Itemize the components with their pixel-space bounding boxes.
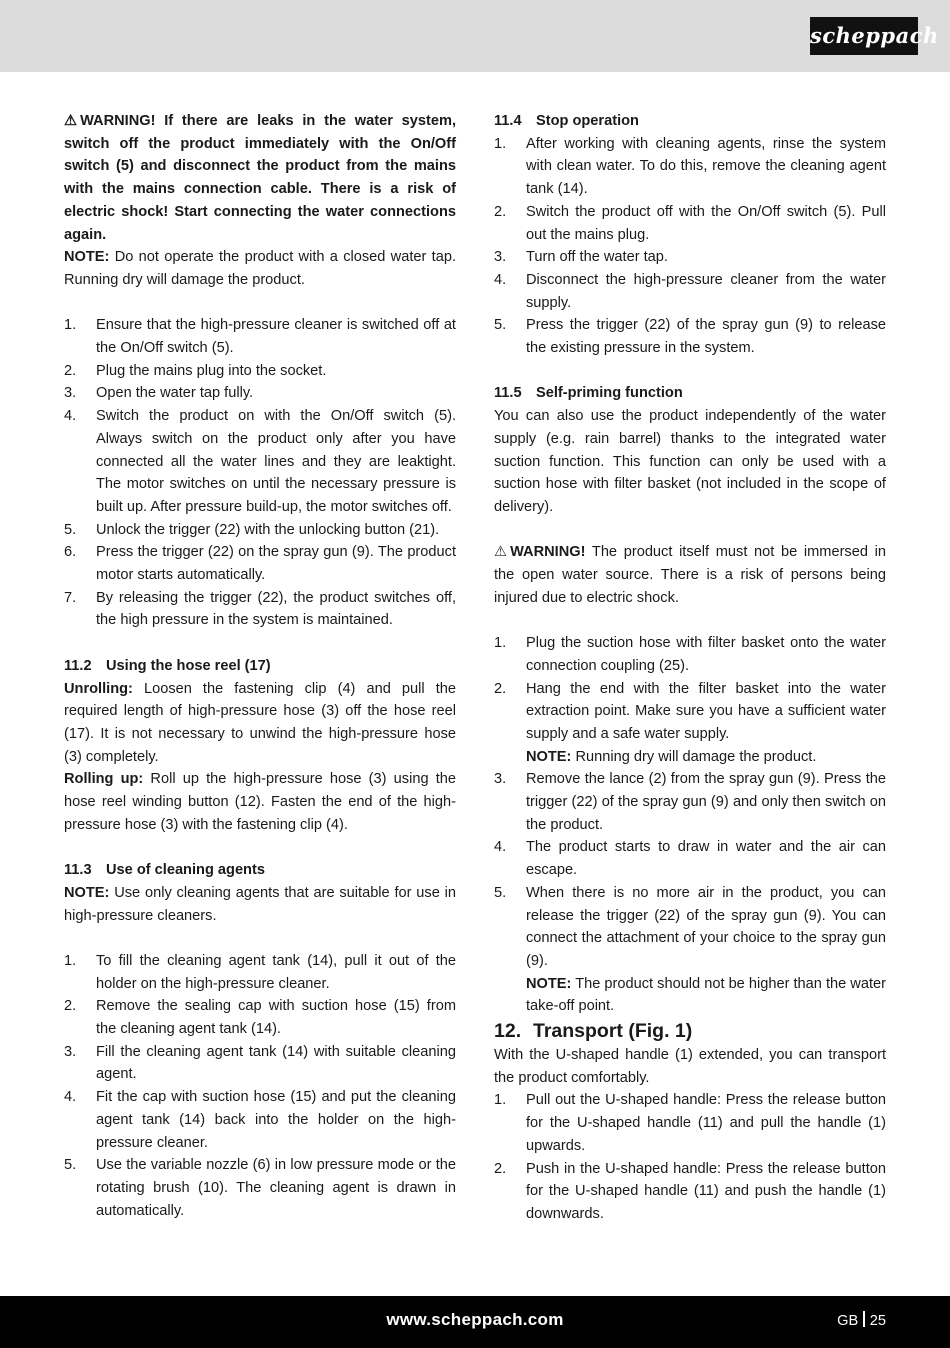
section-heading-11-4: 11.4 Stop operation: [494, 113, 639, 129]
section-heading-12: 12. Transport (Fig. 1): [494, 1020, 693, 1043]
list-item: 1. Ensure that the high-pressure cleaner is switched off at the On/Off switch (5).: [64, 317, 456, 357]
list-item: 5. When there is no more air in the product, you can release the trigger (22) of the spray gun (9). You can connect the attachment of your choice to the spray gun (9). NOTE: The product should not be higher than the water take-off point.: [494, 884, 886, 1015]
list-item: 5. Use the variable nozzle (6) in low pressure mode or the rotating brush (10). The cleaning agent is drawn in automatically.: [64, 1157, 456, 1219]
list-item: 5. Unlock the trigger (22) with the unlocking button (21).: [64, 521, 440, 538]
rolling-up-paragraph: Rolling up: Roll up the high-pressure hose (3) using the hose reel winding button (12). Fasten the end of the high-pressure hose (3) with the fastening clip (4).: [64, 771, 456, 833]
warning-triangle-icon: ⚠: [64, 113, 78, 129]
list-item: 4. Disconnect the high-pressure cleaner from the water supply.: [494, 271, 886, 311]
unrolling-paragraph: Unrolling: Loosen the fastening clip (4) and pull the required length of high-pressure hose (3) off the hose reel (17). It is not necessary to unwind the high-pressure hose (3) completely.: [64, 680, 456, 765]
transport-steps: [494, 1089, 886, 1225]
list-item: 2. Plug the mains plug into the socket.: [64, 362, 327, 379]
list-item: 4. Switch the product on with the On/Off switch (5). Always switch on the product only after you have connected all the water lines and they are leaktight. The motor switches on until the necessary pressure is built up. After pressure build-up, the motor switches off.: [64, 408, 456, 515]
cleaning-note-paragraph: NOTE: Use only cleaning agents that are suitable for use in high-pressure cleaners.: [64, 884, 456, 924]
left-column: [64, 110, 456, 1222]
footer-bar: [0, 1296, 950, 1348]
list-item: 2. Remove the sealing cap with suction hose (15) from the cleaning agent tank (14).: [64, 998, 456, 1038]
section-heading-11-2: 11.2 Using the hose reel (17): [64, 657, 271, 674]
list-item: 1. To fill the cleaning agent tank (14), pull it out of the holder on the high-pressure cleaner.: [64, 952, 456, 992]
stop-operation-steps: [494, 133, 886, 360]
brand-logo: scheppach: [810, 17, 918, 55]
self-priming-steps: [494, 632, 886, 1018]
self-priming-paragraph: You can also use the product independently of the water supply (e.g. rain barrel) thanks to the integrated water suction function. This function can only be used with a suction hose with filter basket (not included in the scope of delivery).: [494, 408, 886, 515]
cleaning-agent-steps: [64, 950, 456, 1222]
list-item: 2. Push in the U-shaped handle: Press the release button for the U-shaped handle (11) and push the handle (1) downwards.: [494, 1160, 886, 1222]
list-item: 7. By releasing the trigger (22), the product switches off, the high pressure in the system is maintained.: [64, 589, 456, 629]
section-heading-11-3: 11.3 Use of cleaning agents: [64, 862, 265, 879]
list-item: 3. Fill the cleaning agent tank (14) with suitable cleaning agent.: [64, 1043, 456, 1083]
website-url: www.scheppach.com: [386, 1310, 564, 1329]
list-item: 6. Press the trigger (22) on the spray gun (9). The product motor starts automatically.: [64, 544, 456, 584]
transport-intro: With the U-shaped handle (1) extended, you can transport the product comfortably.: [494, 1047, 886, 1086]
list-item: 3. Remove the lance (2) from the spray gun (9). Press the trigger (22) of the spray gun (9) and only then switch on the product.: [494, 771, 886, 833]
list-item: 1. Pull out the U-shaped handle: Press the release button for the U-shaped handle (11) and pull the handle (1) upwards.: [494, 1092, 886, 1154]
warning-paragraph: ⚠ WARNING! If there are leaks in the water system, switch off the product immediately with the On/Off switch (5) and disconnect the product from the mains with the mains connection cable. There is a risk of electric shock! Start connecting the water connections again.: [64, 110, 456, 246]
list-item: 4. Fit the cap with suction hose (15) and put the cleaning agent tank (14) back into the holder on the high-pressure cleaner.: [64, 1089, 456, 1151]
section-heading-11-5: 11.5 Self-priming function: [494, 385, 683, 402]
list-item: 5. Press the trigger (22) of the spray gun (9) to release the existing pressure in the system.: [494, 317, 886, 357]
right-column: [494, 110, 886, 1226]
list-item: 2. Hang the end with the filter basket into the water extraction point. Make sure you have a sufficient water supply and a safe water supply. NOTE: Running dry will damage the product.: [494, 680, 886, 765]
list-item: 2. Switch the product off with the On/Off switch (5). Pull out the mains plug.: [494, 203, 886, 243]
list-item: 3. Open the water tap fully.: [64, 385, 254, 402]
note-paragraph: NOTE: Do not operate the product with a closed water tap. Running dry will damage the product.: [64, 249, 456, 288]
list-item: 1. After working with cleaning agents, rinse the system with clean water. To do this, remove the cleaning agent tank (14).: [494, 135, 886, 198]
header-bar: [0, 0, 950, 72]
list-item: 1. Plug the suction hose with filter basket onto the water connection coupling (25).: [494, 635, 886, 674]
list-item: 4. The product starts to draw in water and the air can escape.: [494, 839, 886, 879]
warning-triangle-icon: ⚠: [494, 544, 508, 561]
list-item: 3. Turn off the water tap.: [494, 249, 668, 266]
self-priming-warning: ⚠ WARNING! The product itself must not be immersed in the open water source. There is a risk of persons being injured due to electric shock.: [494, 541, 886, 609]
divider: [863, 1311, 865, 1327]
operation-steps: [64, 314, 456, 632]
page-number: GB 25: [837, 1313, 886, 1329]
